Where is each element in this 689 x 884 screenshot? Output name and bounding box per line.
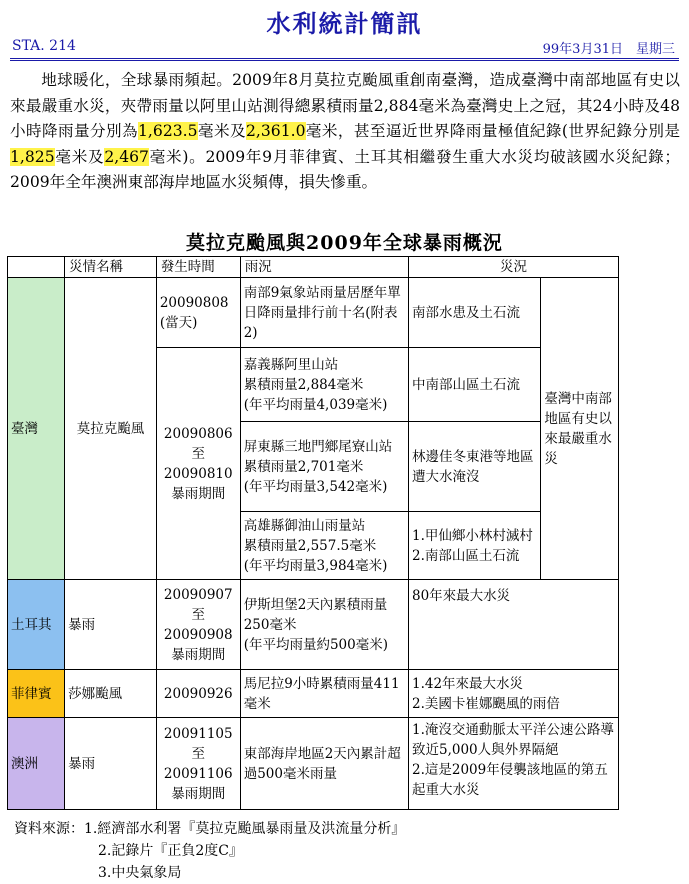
table-row <box>8 580 619 670</box>
region-australia: 澳洲 <box>8 718 65 810</box>
disaster-taiwan: 莫拉克颱風 <box>65 278 157 580</box>
rain-taiwan-3: 屏東縣三地門鄉尾寮山站 累積雨量2,701毫米 (年平均雨量3,542毫米) <box>240 422 408 512</box>
rain-taiwan-1: 南部9氣象站雨量居歷年單日降雨量排行前十名(附表2) <box>240 278 408 348</box>
rain-australia: 東部海岸地區2天內累計超過500毫米雨量 <box>240 718 408 810</box>
situation-taiwan-1: 南部水患及土石流 <box>408 278 540 348</box>
issue-date: 99年3月31日 星期三 <box>542 42 675 57</box>
intro-paragraph <box>10 68 680 196</box>
header-divider <box>10 58 679 61</box>
region-philippines: 菲律賓 <box>8 670 65 718</box>
date-taiwan-1: 20090808 (當天) <box>156 278 240 348</box>
highlight-48h: 2,361.0 <box>245 122 306 141</box>
date-taiwan-2: 20090806 至 20090810 暴雨期間 <box>156 348 240 580</box>
region-taiwan: 臺灣 <box>8 278 65 580</box>
header-date: 發生時間 <box>156 257 240 278</box>
header-situation: 災況 <box>408 257 618 278</box>
table-row <box>8 718 619 810</box>
situation-australia: 1.淹沒交通動脈太平洋公速公路導致近5,000人與外界隔絕 2.這是2009年侵襲該地區的第五起重大水災 <box>408 718 618 810</box>
situation-taiwan-2: 中南部山區土石流 <box>408 348 540 422</box>
situation-philippines: 1.42年來最大水災 2.美國卡崔娜颶風的雨倍 <box>408 670 618 718</box>
rain-philippines: 馬尼拉9小時累積雨量411毫米 <box>240 670 408 718</box>
table-row <box>8 278 619 348</box>
disaster-australia: 暴雨 <box>65 718 157 810</box>
intro-text-5: 毫米)。2009年9月菲律賓、土耳其相繼發生重大水災均破該國水災紀錄；2009年全年澳洲東部海岸地區水災頻傳，損失慘重。 <box>10 147 680 192</box>
rain-turkey: 伊斯坦堡2天內累積雨量250毫米 (年平均雨量約500毫米) <box>240 580 408 670</box>
rain-taiwan-4: 高雄縣御油山雨量站 累積雨量2,557.5毫米 (年平均雨量3,984毫米) <box>240 512 408 580</box>
situation-taiwan-4: 1.甲仙鄉小林村滅村 2.南部山區土石流 <box>408 512 540 580</box>
rain-taiwan-2: 嘉義縣阿里山站 累積雨量2,884毫米 (年平均雨量4,039毫米) <box>240 348 408 422</box>
header-rain: 雨況 <box>240 257 408 278</box>
sources <box>14 818 405 884</box>
intro-text-4: 毫米及 <box>54 147 105 166</box>
table-row <box>8 670 619 718</box>
disaster-philippines: 莎娜颱風 <box>65 670 157 718</box>
table-title: 莫拉克颱風與2009年全球暴雨概況 <box>186 232 503 254</box>
situation-turkey: 80年來最大水災 <box>408 580 618 670</box>
header-disaster: 災情名稱 <box>65 257 157 278</box>
disaster-turkey: 暴雨 <box>65 580 157 670</box>
situation-taiwan-3: 林邊佳冬東港等地區遭大水淹沒 <box>408 422 540 512</box>
highlight-world-48h: 2,467 <box>104 147 149 166</box>
sources-label: 資料來源： <box>14 821 84 837</box>
intro-text-3: 毫米，甚至逼近世界降雨量極值紀錄(世界紀錄分別是 <box>305 122 680 141</box>
source-item-1: 1.經濟部水利署『莫拉克颱風暴雨量及洪流量分析』 <box>84 821 406 837</box>
doc-number: STA. 214 <box>12 38 76 54</box>
source-item-3: 3.中央氣象局 <box>98 865 182 881</box>
header-region <box>8 257 65 278</box>
table-header-row <box>8 257 619 278</box>
date-philippines: 20090926 <box>156 670 240 718</box>
date-turkey: 20090907 至 20090908 暴雨期間 <box>156 580 240 670</box>
highlight-24h: 1,623.5 <box>138 122 198 141</box>
date-australia: 20091105 至 20091106 暴雨期間 <box>156 718 240 810</box>
region-turkey: 土耳其 <box>8 580 65 670</box>
page-title: 水利統計簡訊 <box>266 9 423 38</box>
source-item-2: 2.記錄片『正負2度C』 <box>98 843 243 859</box>
summary-taiwan: 臺灣中南部地區有史以來最嚴重水災 <box>541 278 619 580</box>
intro-text-1: 地球暖化，全球暴雨頻起。2009年8月莫拉克颱風重創南臺灣，造成臺灣中南部地區有史以來最嚴重水災，夾帶雨量以阿里山站測得總累積雨量2,884毫米為臺灣史上之冠，其24小時及48小時降雨量分別為 <box>10 71 680 141</box>
highlight-world-24h: 1,825 <box>10 147 55 166</box>
rainfall-table <box>7 256 619 810</box>
intro-text-2: 毫米及 <box>197 122 246 141</box>
